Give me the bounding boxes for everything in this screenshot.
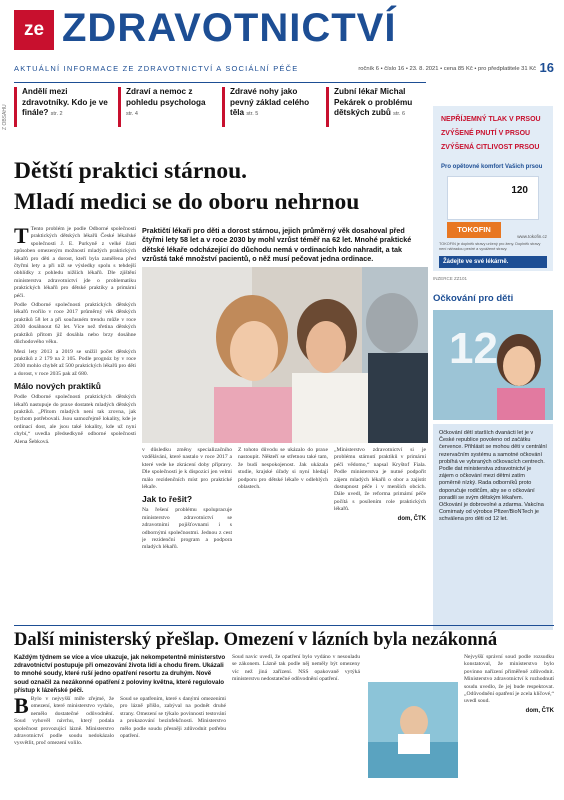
- paragraph: „Ministerstvo zdravotnictví si je problému stárnutí praktiků v primární péči vědomo,“ napsal Kryštof Fiala. Podle ministerstva je nutné podpořit zájem mladých lékařů o obor a zajistit dostupnost péče i v menších obcích. Dále uvedl, že reforma primární péče počítá s posílením role praktických lékařů.: [334, 447, 426, 513]
- teaser-accent: [326, 87, 329, 127]
- ad-fine-print: TOKOFIN je doplněk stravy určený pro ženy. Doplněk stravy není náhradou pestré a vyvážené stravy.: [439, 242, 541, 251]
- second-lead: Každým týdnem se více a více ukazuje, jak nekompetentně ministerstvo zdravotnictví postupuje při omezování života lidí a chodu firem. Ukázali to mnohé soudy, které ruší jedno opatření resortu za druhým. Nově soud označil za nezákonné opatření z poloviny května, které regulovalo přístup k lázeňské péči.: [14, 654, 226, 694]
- article-column-1: [14, 226, 136, 621]
- teaser-page: str. 4: [126, 111, 138, 117]
- masthead: [14, 8, 554, 82]
- advertisement[interactable]: [433, 106, 553, 271]
- side-label: Z OBSAHU: [2, 104, 8, 130]
- paragraph: Bylo v nejvyšší míře zřejmé, že omezení, které ministerstvo vydalo, nemělo dostatečné odůvodnění. Soud vyhověl návrhu, který podala společnost provozující lázně. Ministerstvo zdravotnictví podle soudu nedokázalo vysvětlit, proč omezení volilo.: [14, 696, 114, 747]
- teaser-strip: [14, 82, 426, 132]
- teaser[interactable]: [222, 87, 318, 131]
- teaser-text: Andělí mezi zdravotníky. Kdo je ve finále?: [22, 87, 108, 117]
- dropcap: T: [14, 226, 29, 248]
- headline-line: Dětští praktici stárnou.: [14, 158, 248, 184]
- second-headline: Další ministerský přešlap. Omezení v lázních byla nezákonná: [14, 630, 498, 650]
- masthead-title: ZDRAVOTNICTVÍ: [62, 6, 397, 50]
- paragraph: Z tohoto důvodu se ukázalo do praxe nastoupit. Někteří se střetnou také tam, že budí nespokojenost. Jak ukázala studie, krajské úřady si nyní hledají podporu pro dětské lékaře v odlehlých oblastech.: [238, 447, 328, 491]
- product-brand: TOKOFIN: [447, 222, 501, 238]
- teaser-accent: [14, 87, 17, 127]
- article-column-2: [142, 447, 232, 621]
- paragraph: v důsledku změny specializačního vzdělávání, které nastalo v roce 2017 a které vede ke zkrácení doby přípravy. Dle společnosti je k dispozici jen velmi málo rezidenčních míst pro praktické lékaře.: [142, 447, 232, 491]
- second-column-1: [14, 696, 114, 794]
- teaser-page: str. 5: [246, 111, 259, 117]
- second-column-3: [232, 654, 360, 794]
- teaser-page: str. 2: [50, 111, 63, 117]
- teaser-accent: [222, 87, 225, 127]
- ad-headline: NEPŘÍJEMNÝ TLAK V PRSOU: [441, 116, 541, 123]
- spa-illustration: [368, 682, 458, 778]
- photo-illustration: [142, 267, 428, 443]
- sidebar-title: Očkování pro děti: [433, 293, 514, 304]
- teaser-page: str. 6: [393, 111, 406, 117]
- author-credit: dom, ČTK: [525, 707, 554, 714]
- paragraph: Soud se opatřením, které s danými omezeními pro lázně přišlo, zabýval na podnět druhé strany. Omezení se týkalo povinnosti testování a prokazování bezinfekčnosti. Ministerstvo mělo podle soudu přesněji zdůvodnit potřebu opatření.: [120, 696, 226, 740]
- paragraph: Podle Odborné společnosti praktických dětských lékařů nastupuje do praxe dostatek mladých dětských praktiků. „Přitom mladých není tak zrovna, jak bychom potřebovali. Jsou samozřejmě lokality, kde je ordinací dost, ale jsou také lokality, kde už nyní chybí,“ uvedla předsedkyně odborné společnosti Alena Šebková.: [14, 394, 136, 445]
- article-column-3: [238, 447, 328, 621]
- paragraph: Tento problém je podle Odborné společnosti praktických dětských lékařů České lékařské společnosti J. E. Purkyně z velké části způsoben omezeným možností mladých praktických lékařů pro děti a dorost, kteří byla zaměřena před čtyřmi lety a při níž se výsledky spolu s tehdejší obhlídky z pohledu nižších lékařů. Dle zjištění ministerstva zdravotnictví jde o problematiku praktických lékařů pro dětské praktiky a primární péči.: [14, 226, 136, 299]
- ad-headline: ZVÝŠENÁ CITLIVOST PRSOU: [441, 144, 540, 151]
- image-number: 12: [449, 324, 498, 373]
- section-divider: [14, 625, 554, 626]
- teaser[interactable]: [326, 87, 422, 131]
- paragraph: Nejvyšší správní soud podle rozsudku konstatoval, že ministerstvo bylo povinno nařízení přiměřeně zdůvodnit. Ministerstvo zdravotnictví k rozhodnutí soudu uvedlo, že jej bude respektovat. „Odůvodnění opatření je zcela klíčové,“ uvedl soud.: [464, 654, 554, 705]
- teaser-text: Zdravé nohy jako pevný základ celého těla: [230, 87, 310, 117]
- teaser-text: Zdraví a nemoc z pohledu psychologa: [126, 87, 206, 107]
- product-box: [447, 176, 539, 220]
- dropcap: B: [14, 696, 29, 718]
- article-lead: Praktičtí lékaři pro děti a dorost stárnou, jejich průměrný věk dosahoval před čtyřmi lety 58 let a v roce 2030 by mohl vzrůst téměř na 62 let. Mnohé praktické dětské lékaře odcházející do důchodu nemá v ordinacích kdo nahradit, a tak vzrůstá také množství pacientů, o něž musí pečovat jedna ordinace.: [142, 226, 412, 264]
- sidebar-text: Očkování dětí starších dvanácti let je v České republice povoleno od začátku července. Přihlásit se mohou děti v centrální rezervačním systému a samotné očkování probíhá ve vybraných očkovacích centrech. Podle dat ministerstva zdravotnictví je zájem o očkování mezi dětmi zatím poměrně nízký. Rada odborníků proto doporučuje rodičům, aby se o očkování poradili se svým dětským lékařem. Očkování je dobrovolné a zdarma. Vakcína Comirnaty od výrobce Pfizer/BioNTech je schválena pro děti od 12 let.: [433, 424, 553, 630]
- masthead-subtitle: AKTUÁLNÍ INFORMACE ZE ZDRAVOTNICTVÍ A SOCIÁLNÍ PÉČE: [14, 64, 299, 73]
- vaccination-image: [433, 310, 553, 420]
- teaser-text: Zubní lékař Michal Pekárek o problému dětských zubů: [334, 87, 413, 117]
- ad-label: INZERCE ZZ101: [433, 276, 468, 281]
- paragraph: Na řešení problému spolupracuje ministerstvo zdravotnictví se zdravotními pojišťovnami i s odbornými společnostmi. Jednou z cest je rezidenční program a podpora mladých lékařů.: [142, 507, 232, 551]
- article-photo: [142, 267, 428, 443]
- teaser[interactable]: [118, 87, 214, 131]
- page-number: 16: [539, 60, 554, 75]
- logo: ze: [14, 10, 54, 50]
- spa-photo: [368, 682, 458, 778]
- ad-cta[interactable]: Žádejte ve své lékárně.: [439, 256, 547, 268]
- subheading: Jak to řešit?: [142, 494, 193, 505]
- second-column-2: [120, 696, 226, 794]
- paragraph: Podle Odborné společnosti praktických dětských lékařů tvořilo v roce 2017 průměrný věk dětských praktiků 58 let a při současném trendu může v roce 2030 dosáhnout 62 let. Více než třetina dětských praktiků přitom již dosáhla nebo brzy dosáhne důchodového věku.: [14, 302, 136, 346]
- ad-headline: ZVÝŠENÉ PNUTÍ V PRSOU: [441, 130, 531, 137]
- paragraph: Mezi lety 2013 a 2019 se snížil počet dětských praktiků z 2 179 na 2 105. Podle prognóz by v roce 2030 mohlo chybět až 500 praktických lékařů pro děti a dorost, v roce 2035 pak až 680.: [14, 348, 136, 377]
- article-column-4: [334, 447, 426, 621]
- ad-url[interactable]: www.tokofin.cz: [517, 234, 547, 239]
- main-headline: [14, 156, 426, 218]
- teaser-accent: [118, 87, 121, 127]
- second-column-4: [464, 654, 554, 794]
- paragraph: Soud navíc uvedl, že opatření bylo vydáno v nesouladu se zákonem. Lázně tak podle něj neměly být omezeny víc než jiná zařízení. NSS opakovaně vytýká ministerstvu nedostatečné odůvodnění opatření.: [232, 654, 360, 683]
- author-credit: dom, ČTK: [397, 515, 426, 522]
- issue-info: ročník 6 • číslo 16 • 23. 8. 2021 • cena 85 Kč • pro předplatitele 31 Kč: [358, 66, 536, 72]
- subheading: Málo nových praktiků: [14, 381, 101, 392]
- teaser[interactable]: [14, 87, 110, 131]
- ad-subtitle: Pro opětovné komfort Vašich prsou: [441, 164, 543, 170]
- headline-line: Mladí medici se do oboru nehrnou: [14, 189, 360, 215]
- product-count: 120: [511, 185, 528, 196]
